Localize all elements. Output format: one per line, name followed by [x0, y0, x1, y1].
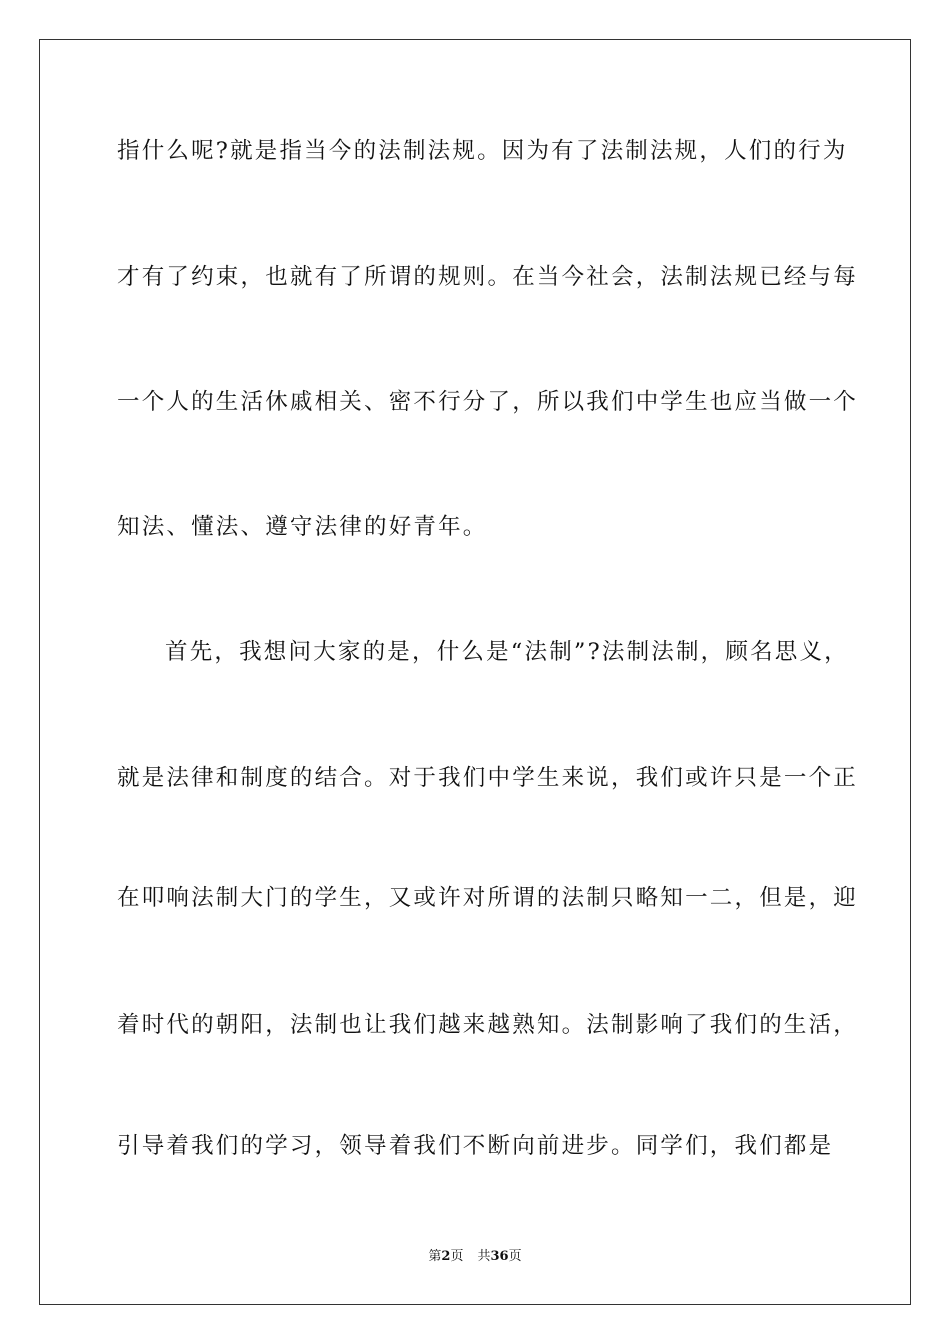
- paragraph-line: 就是法律和制度的结合。对于我们中学生来说，我们或许只是一个正: [117, 765, 859, 791]
- paragraph-line: 在叩响法制大门的学生，又或许对所谓的法制只略知一二，但是，迎: [117, 885, 859, 911]
- page-number: 2: [441, 1249, 451, 1264]
- total-prefix: 共: [477, 1249, 491, 1264]
- paragraph-line: 知法、懂法、遵守法律的好青年。: [117, 514, 488, 540]
- total-pages: 36: [490, 1249, 509, 1264]
- paragraph-line: 才有了约束，也就有了所谓的规则。在当今社会，法制法规已经与每: [117, 264, 859, 290]
- page-suffix: 页: [450, 1249, 464, 1264]
- paragraph-line: 指什么呢?就是指当今的法制法规。因为有了法制法规，人们的行为: [117, 138, 848, 164]
- page-border: [39, 39, 911, 1305]
- paragraph-line: 一个人的生活休戚相关、密不行分了，所以我们中学生也应当做一个: [117, 389, 859, 415]
- page-prefix: 第: [428, 1249, 442, 1264]
- total-suffix: 页: [508, 1249, 522, 1264]
- page-footer: [0, 1248, 950, 1266]
- paragraph-line: 着时代的朝阳，法制也让我们越来越熟知。法制影响了我们的生活，: [117, 1012, 859, 1038]
- paragraph-line: 引导着我们的学习，领导着我们不断向前进步。同学们，我们都是: [117, 1133, 834, 1159]
- paragraph-line-indented: 首先，我想问大家的是，什么是“法制”?法制法制，顾名思义，: [165, 639, 849, 665]
